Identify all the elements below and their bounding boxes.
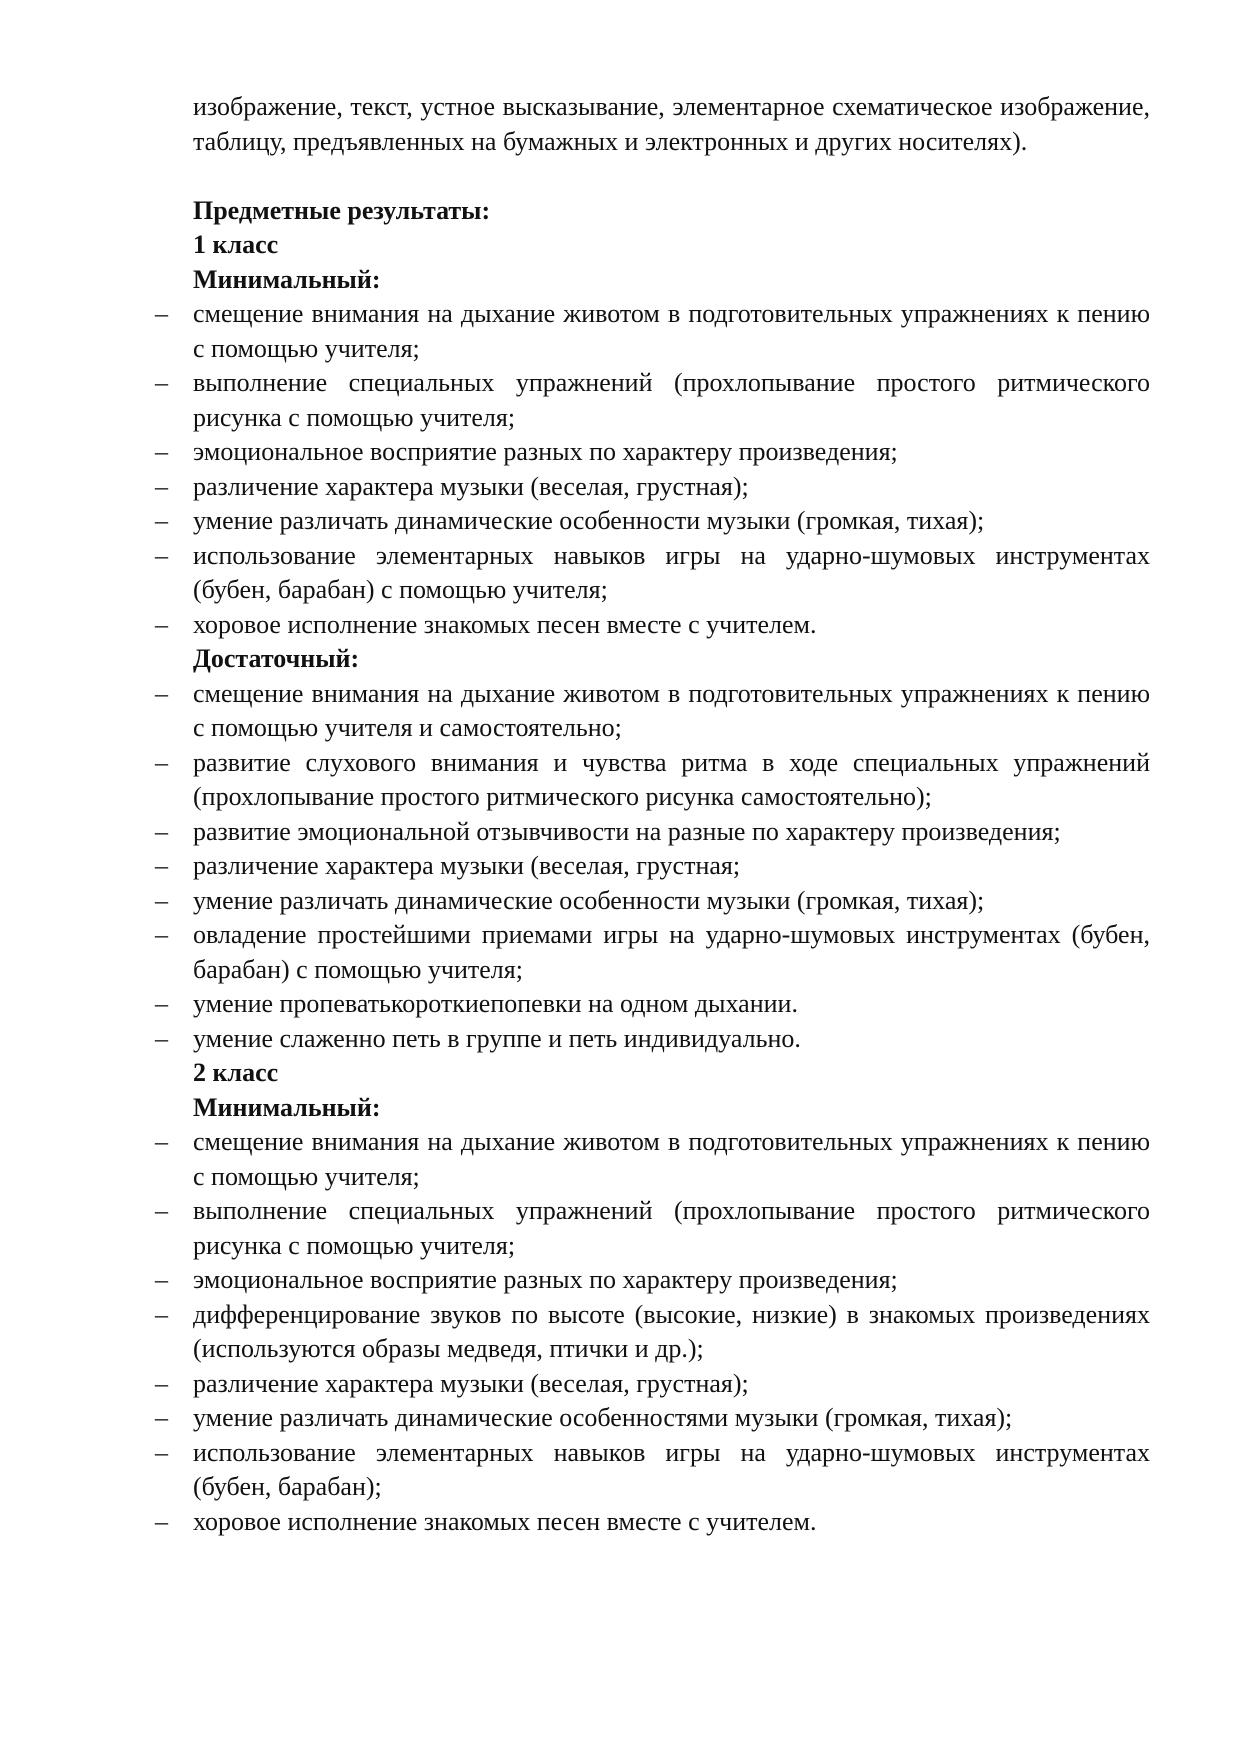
list-item-text: хоровое исполнение знакомых песен вместе с учителем. — [193, 1506, 817, 1536]
list-item — [155, 1401, 1150, 1436]
dash-bullet: – — [155, 1196, 168, 1225]
list-item-text: овладение простейшими приемами игры на ударно-шумовых инструментах (бубен, барабан) с помощью учителя; — [193, 920, 1150, 984]
list-item — [155, 918, 1150, 987]
section-heading: Предметные результаты: — [193, 195, 491, 225]
list-item-text: умение различать динамические особенности музыки (громкая, тихая); — [193, 885, 985, 915]
list-item-text: использование элементарных навыков игры на ударно-шумовых инструментах (бубен, барабан); — [193, 1437, 1150, 1501]
list-item-text: использование элементарных навыков игры на ударно-шумовых инструментах (бубен, барабан) с помощью учителя; — [193, 540, 1150, 604]
dash-bullet: – — [155, 1437, 168, 1467]
list-item-text: различение характера музыки (веселая, грустная); — [193, 1368, 749, 1398]
list-item — [155, 470, 1150, 505]
list-item-text: хоровое исполнение знакомых песен вместе с учителем. — [193, 609, 817, 639]
list-item-text: выполнение специальных упражнений (прохлопывание простого ритмического рисунка с помощью учителя; — [193, 1196, 1150, 1260]
list-item-text: смещение внимания на дыхание животом в подготовительных упражнениях к пению с помощью учителя и самостоятельно; — [193, 678, 1150, 742]
section-heading: 1 класс — [193, 230, 279, 259]
list-item-text: умение различать динамические особенности музыки (громкая, тихая); — [193, 506, 985, 535]
section-heading: Минимальный: — [193, 264, 381, 294]
dash-bullet: – — [155, 1506, 168, 1536]
list-item — [155, 884, 1150, 919]
list-item-text: развитие слухового внимания и чувства ритма в ходе специальных упражнений (прохлопывание простого ритмического рисунка самостоятельно); — [193, 747, 1150, 811]
dash-bullet: – — [155, 1127, 168, 1156]
list-item — [155, 1194, 1150, 1263]
list-item — [155, 1436, 1150, 1505]
bullet-list — [155, 677, 1150, 1057]
list-item — [155, 366, 1150, 435]
dash-bullet: – — [155, 437, 168, 466]
paragraph-spacer — [193, 159, 1150, 194]
bullet-list — [155, 297, 1150, 642]
document-body — [155, 90, 1150, 1539]
dash-bullet: – — [155, 1023, 168, 1053]
list-item — [155, 1263, 1150, 1298]
dash-bullet: – — [155, 299, 168, 328]
dash-bullet: – — [155, 989, 168, 1018]
dash-bullet: – — [155, 1368, 168, 1398]
list-item — [155, 1022, 1150, 1057]
list-item — [155, 1125, 1150, 1194]
list-item — [155, 539, 1150, 608]
list-item — [155, 1367, 1150, 1402]
section-heading: 2 класс — [193, 1058, 279, 1087]
dash-bullet: – — [155, 471, 168, 501]
dash-bullet: – — [155, 609, 168, 639]
list-item — [155, 849, 1150, 884]
list-item — [155, 608, 1150, 643]
dash-bullet: – — [155, 816, 168, 846]
dash-bullet: – — [155, 540, 168, 570]
section-heading: Достаточный: — [193, 644, 360, 673]
dash-bullet: – — [155, 1265, 168, 1294]
list-item-text: умение пропеватькороткиепопевки на одном дыхании. — [193, 989, 798, 1018]
dash-bullet: – — [155, 678, 168, 708]
list-item — [155, 1298, 1150, 1367]
list-item-text: умение различать динамические особенностями музыки (громкая, тихая); — [193, 1403, 1013, 1432]
dash-bullet: – — [155, 1403, 168, 1432]
list-item — [155, 504, 1150, 539]
list-item-text: умение слаженно петь в группе и петь индивидуально. — [193, 1023, 801, 1053]
list-item-text: выполнение специальных упражнений (прохлопывание простого ритмического рисунка с помощью учителя; — [193, 368, 1150, 432]
list-item-text: эмоциональное восприятие разных по характеру произведения; — [193, 437, 898, 466]
list-item — [155, 746, 1150, 815]
section-heading: Минимальный: — [193, 1092, 381, 1122]
dash-bullet: – — [155, 368, 168, 397]
dash-bullet: – — [155, 1299, 168, 1329]
list-item-text: смещение внимания на дыхание животом в подготовительных упражнениях к пению с помощью учителя; — [193, 299, 1150, 363]
list-item-text: различение характера музыки (веселая, грустная; — [193, 851, 741, 880]
list-item-text: различение характера музыки (веселая, грустная); — [193, 471, 749, 501]
dash-bullet: – — [155, 851, 168, 880]
list-item-text: дифференцирование звуков по высоте (высокие, низкие) в знакомых произведениях (используются образы медведя, птички и др.); — [193, 1299, 1150, 1363]
list-item-text: эмоциональное восприятие разных по характеру произведения; — [193, 1265, 898, 1294]
list-item-text: смещение внимания на дыхание животом в подготовительных упражнениях к пению с помощью учителя; — [193, 1127, 1150, 1191]
dash-bullet: – — [155, 920, 168, 949]
list-item-text: развитие эмоциональной отзывчивости на разные по характеру произведения; — [193, 816, 1061, 846]
sections-container — [155, 194, 1150, 1540]
list-item — [155, 987, 1150, 1022]
intro-paragraph: изображение, текст, устное высказывание, элементарное схематическое изображение, таблицу, предъявленных на бумажных и электронных и других носителях). — [193, 92, 1150, 156]
list-item — [155, 677, 1150, 746]
list-item — [155, 297, 1150, 366]
dash-bullet: – — [155, 885, 168, 915]
list-item — [155, 815, 1150, 850]
list-item — [155, 435, 1150, 470]
list-item — [155, 1505, 1150, 1540]
dash-bullet: – — [155, 747, 168, 777]
bullet-list — [155, 1125, 1150, 1539]
dash-bullet: – — [155, 506, 168, 535]
